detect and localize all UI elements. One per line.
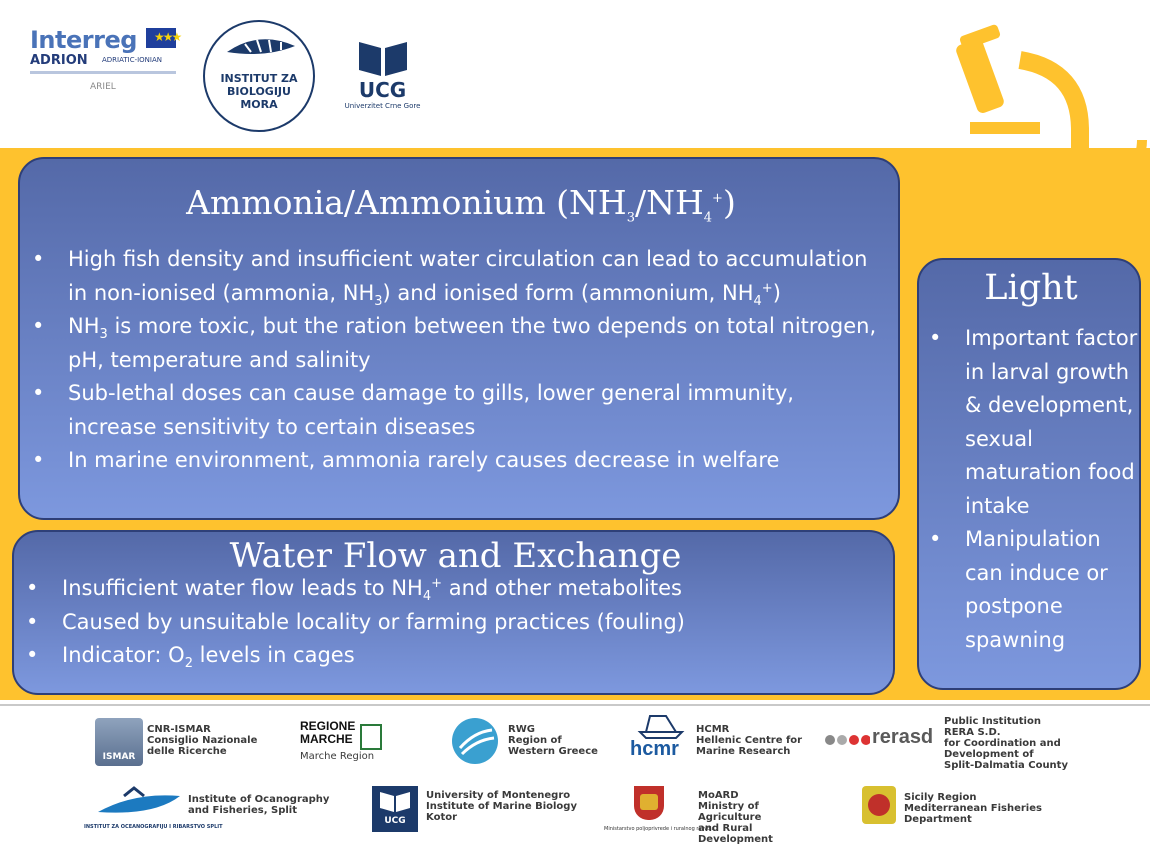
ibm-text bbox=[205, 72, 313, 111]
ammonia-panel bbox=[18, 157, 900, 520]
partner-ucg-kotor-name: University of Montenegro Institute of Marine Biology Kotor bbox=[426, 790, 577, 823]
partner-sicily-name: Sicily Region Mediterranean Fisheries Department bbox=[904, 792, 1042, 825]
ammonia-bullet-1: • High fish density and insufficient water circulation can lead to accumulation in non-ionised (ammonia, $NH_3$) and ionised form (ammonium, $NH_4^+$) bbox=[32, 247, 868, 309]
partner-sicily bbox=[862, 786, 1062, 834]
book-icon-small bbox=[372, 786, 418, 816]
ammonia-title: Ammonia/Ammonium $(NH_3/NH_4^+)$ bbox=[186, 183, 736, 226]
interreg-project: ARIEL bbox=[90, 82, 116, 92]
marche-name: Marche Region bbox=[300, 751, 375, 762]
water-bullet-1: • Insufficient water flow leads to $NH_4^+$ and other metabolites bbox=[26, 576, 682, 605]
water-flow-list bbox=[26, 572, 882, 673]
ibm-logo bbox=[203, 20, 315, 132]
interreg-program: ADRION bbox=[30, 53, 88, 68]
light-bullet-2: • Manipulation can induce or postpone spawning bbox=[929, 527, 1108, 652]
moard-caption: Ministarstvo poljoprivrede i ruralnog razvoja bbox=[604, 826, 715, 832]
interreg-divider bbox=[30, 71, 176, 74]
hcmr-wordmark: hcmr bbox=[630, 738, 679, 760]
rwg-waves-icon bbox=[452, 718, 498, 764]
sicily-crest-icon bbox=[862, 786, 896, 824]
interreg-region: ADRIATIC-IONIAN bbox=[102, 56, 163, 64]
partner-moard-name: MoARD Ministry of Agriculture and Rural Development bbox=[698, 790, 773, 845]
ibm-line1: INSTITUT ZA bbox=[220, 72, 298, 85]
ibm-line3: MORA bbox=[240, 98, 278, 111]
ucg-kotor-logo-icon: UCG bbox=[372, 786, 418, 832]
iof-logo-icon bbox=[94, 786, 184, 822]
ammonia-bullet-3: • Sub-lethal doses can cause damage to gills, lower general immunity, increase sensitivity to certain diseases bbox=[32, 381, 794, 439]
ammonia-bullet-2: • $NH_3$ is more toxic, but the ration between the two depends on total nitrogen, pH, temperature and salinity bbox=[32, 314, 877, 372]
ibm-line2: BIOLOGIJU bbox=[227, 85, 291, 98]
light-panel bbox=[917, 258, 1141, 690]
partner-iof-split bbox=[84, 786, 344, 834]
water-flow-panel bbox=[12, 530, 895, 695]
partner-hcmr bbox=[630, 712, 810, 770]
light-bullet-1: • Important factor in larval growth & development, sexual maturation food intake bbox=[929, 326, 1138, 518]
eu-flag-icon: ★★★ bbox=[146, 28, 176, 48]
shell-icon bbox=[205, 22, 313, 72]
water-bullet-2: • Caused by unsuitable locality or farming practices (fouling) bbox=[26, 609, 685, 634]
light-list bbox=[929, 322, 1141, 657]
partner-marche bbox=[300, 718, 420, 766]
ship-icon bbox=[636, 712, 686, 740]
partner-rera-name: Public Institution RERA S.D. for Coordination and Development of Split-Dalmatia County bbox=[944, 716, 1068, 771]
partner-iof-name: Institute of Ocanography and Fisheries, Split bbox=[188, 794, 330, 816]
water-bullet-3: • Indicator: $O_2$ levels in cages bbox=[26, 643, 355, 672]
water-flow-title: Water Flow and Exchange bbox=[229, 536, 682, 576]
partner-ucg-kotor bbox=[372, 786, 592, 834]
partner-rwg bbox=[452, 718, 612, 766]
marche-wordmark: REGIONE MARCHE bbox=[300, 719, 356, 746]
marche-crest-icon bbox=[360, 724, 382, 750]
light-title: Light bbox=[984, 268, 1078, 308]
partner-cnr-ismar bbox=[95, 718, 305, 766]
partner-rwg-name: RWG Region of Western Greece bbox=[508, 724, 598, 757]
interreg-title: Interreg bbox=[30, 26, 137, 54]
ammonia-bullet-4: • In marine environment, ammonia rarely causes decrease in welfare bbox=[32, 448, 780, 472]
footer-divider bbox=[0, 704, 1150, 706]
iof-logo-caption: INSTITUT ZA OCEANOGRAFIJU I RIBARSTVO SPLIT bbox=[84, 824, 223, 830]
partner-rera bbox=[824, 714, 1084, 780]
montenegro-crest-icon bbox=[634, 786, 664, 820]
partner-hcmr-name: HCMR Hellenic Centre for Marine Research bbox=[696, 724, 803, 757]
rwg-logo-icon bbox=[452, 718, 498, 764]
partner-cnr-ismar-name: CNR-ISMAR Consiglio Nazionale delle Ricerche bbox=[147, 724, 258, 757]
ucg-logo bbox=[335, 38, 430, 118]
interreg-logo bbox=[30, 26, 180, 122]
ucg-abbr: UCG bbox=[358, 78, 407, 102]
rera-wordmark: rerasd bbox=[872, 726, 934, 748]
rera-dots-icon bbox=[824, 732, 868, 744]
partner-moard bbox=[604, 786, 824, 845]
book-icon bbox=[355, 38, 411, 78]
ismar-logo-icon: ISMAR bbox=[95, 718, 143, 766]
ucg-name: Univerzitet Crne Gore bbox=[344, 102, 421, 110]
ammonia-list bbox=[32, 243, 888, 478]
